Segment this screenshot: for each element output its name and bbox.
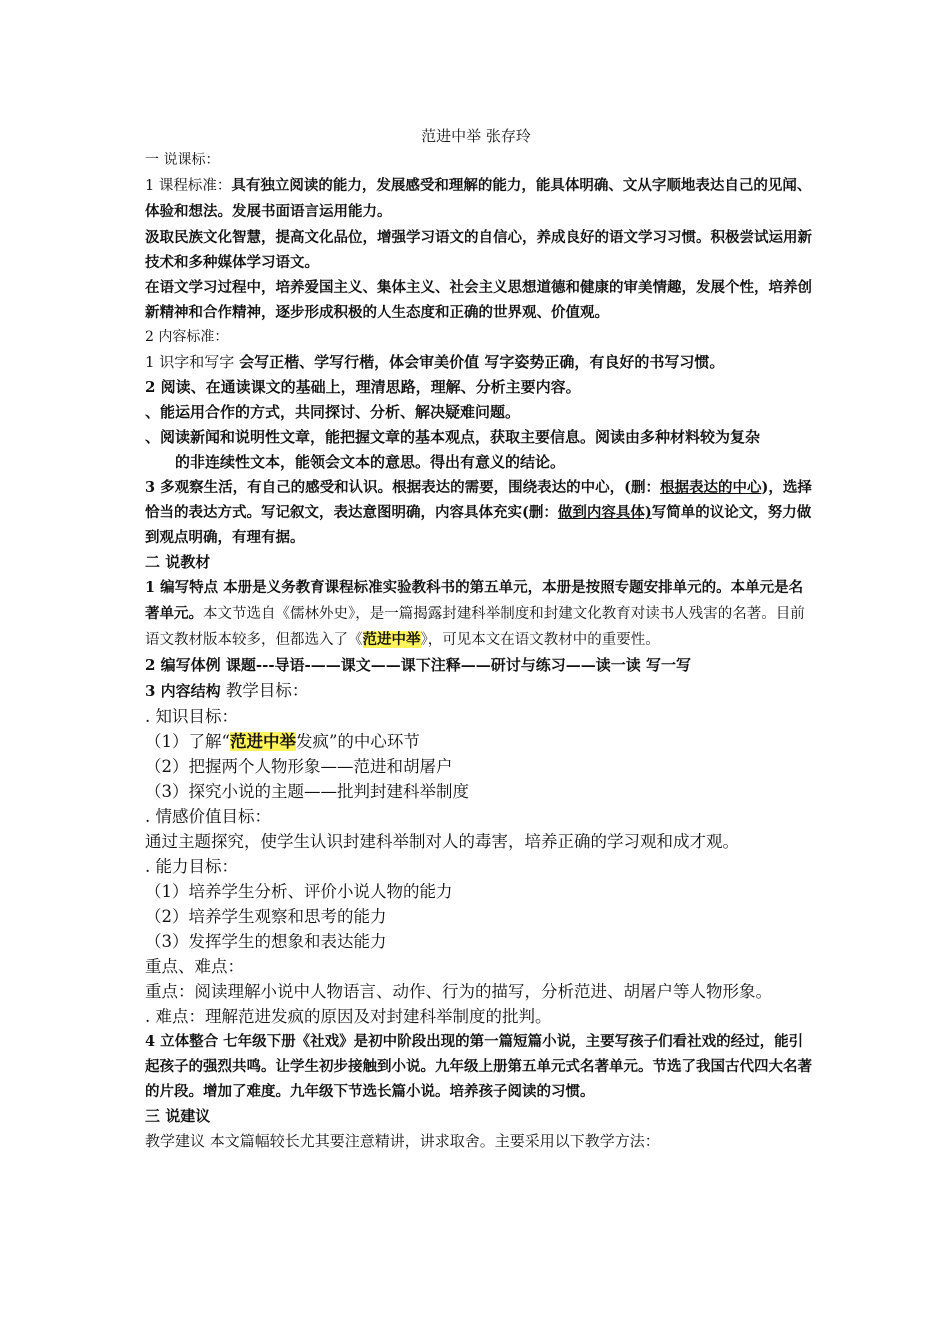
text-deleted-2: 做到内容具体) bbox=[557, 504, 652, 521]
goal-knowledge-3: （3）探究小说的主题——批判封建科举制度 bbox=[145, 782, 469, 801]
line-difficulty: . 难点：理解范进发疯的原因及对封建科举制度的批判。 bbox=[145, 1007, 552, 1026]
text-curriculum-standard: 具有独立阅读的能力，发展感受和理解的能力，能具体明确、文从字顺地表达自己的见闻、体验和想法。发展书面语言运用能力。 bbox=[145, 177, 812, 220]
paragraph-observation bbox=[145, 475, 813, 550]
goal-text-1a: （1）了解“ bbox=[145, 732, 230, 751]
goal-ability-2: （2）培养学生观察和思考的能力 bbox=[145, 907, 387, 926]
section-heading-textbook: 二 说教材 bbox=[145, 553, 211, 571]
highlight-title-2: 范进中举 bbox=[229, 732, 296, 751]
label-writing: 1 识字和写字 bbox=[145, 353, 240, 371]
text-features-bold: 1 编写特点 本册是义务教育课程标准实验教科书的第五单元，本册是按照专题安排单元的。本单元是名著单元。 bbox=[145, 579, 804, 622]
label-content-standard: 2 内容标准： bbox=[145, 329, 229, 345]
section-heading-suggestions: 三 说建议 bbox=[145, 1107, 211, 1125]
paragraph-values: 在语文学习过程中，培养爱国主义、集体主义、社会主义思想道德和健康的审美情趣，发展个性，培养创新精神和合作精神，逐步形成积极的人生态度和正确的世界观、价值观。 bbox=[145, 279, 812, 321]
line-news-reading: 、阅读新闻和说明性文章，能把握文章的基本观点，获取主要信息。阅读由多种材料较为复杂 bbox=[145, 428, 761, 446]
text-deleted-1: 根据表达的中心 bbox=[660, 479, 762, 496]
label-emotion-goals: . 情感价值目标： bbox=[145, 807, 271, 826]
line-writing bbox=[145, 350, 813, 375]
goal-ability-1: （1）培养学生分析、评价小说人物的能力 bbox=[145, 882, 453, 901]
goal-ability-3: （3）发挥学生的想象和表达能力 bbox=[145, 932, 387, 951]
document-body bbox=[145, 124, 813, 1154]
text-features-end: 》，可见本文在语文教材中的重要性。 bbox=[420, 632, 660, 648]
label-curriculum-standard: 1 课程标准： bbox=[145, 178, 232, 194]
label-ability-goals: . 能力目标： bbox=[145, 857, 238, 876]
label-teaching-goals: 教学目标： bbox=[225, 681, 309, 700]
line-structure-format: 2 编写体例 课题---导语-——课文——课下注释——研讨与练习——读一读 写一写 bbox=[145, 656, 692, 674]
text-writing: 会写正楷、学写行楷，体会审美价值 写字姿势正确，有良好的书写习惯。 bbox=[239, 353, 725, 371]
line-reading: 2 阅读、在通读课文的基础上，理清思路，理解、分析主要内容。 bbox=[145, 378, 581, 396]
paragraph-culture: 汲取民族文化智慧，提高文化品位，增强学习语文的自信心，养成良好的语文学习习惯。积极尝试运用新技术和多种媒体学习语文。 bbox=[145, 229, 812, 271]
line-news-reading-cont: 的非连续性文本，能领会文本的意思。得出有意义的结论。 bbox=[175, 453, 566, 471]
paragraph-integration: 4 立体整合 七年级下册《社戏》是初中阶段出现的第一篇短篇小说，主要写孩子们看社戏的经过，能引起孩子的强烈共鸣。让学生初步接触到小说。九年级上册第五单元式名著单元。节选了我国古代四大名著的片段。增加了难度。九年级下节选长篇小说。培养孩子阅读的习惯。 bbox=[145, 1033, 812, 1100]
text-observation-3: 写简单的议论文，努力做到观点明确，有理有据。 bbox=[145, 504, 812, 546]
paragraph-key-points: 重点：阅读理解小说中人物语言、动作、行为的描写，分析范进、胡屠户等人物形象。 bbox=[145, 982, 772, 1001]
goal-knowledge-2: （2）把握两个人物形象——范进和胡屠户 bbox=[145, 757, 453, 776]
document-title: 范进中举 张存玲 bbox=[421, 127, 531, 145]
line-teaching-suggestion: 教学建议 本文篇幅较长尤其要注意精讲，讲求取舍。主要采用以下教学方法： bbox=[145, 1132, 660, 1150]
label-knowledge-goals: . 知识目标： bbox=[145, 707, 238, 726]
paragraph-curriculum-standard bbox=[145, 173, 813, 225]
paragraph-emotion-goals: 通过主题探究，使学生认识封建科举制对人的毒害，培养正确的学习观和成才观。 bbox=[145, 832, 739, 851]
paragraph-features bbox=[145, 575, 813, 653]
highlight-title-1: 范进中举 bbox=[362, 631, 421, 648]
text-observation-1: 3 多观察生活，有自己的感受和认识。根据表达的需要，围绕表达的中心，(删： bbox=[145, 479, 660, 496]
section-heading-curriculum: 一 说课标： bbox=[145, 152, 220, 168]
label-content-structure: 3 内容结构 bbox=[145, 682, 226, 700]
line-content-structure bbox=[145, 678, 813, 704]
text-observation-2: )，选择恰当的表达方式。写记叙文，表达意图明确，内容具体充实(删： bbox=[145, 479, 812, 521]
label-key-points: 重点、难点： bbox=[145, 957, 244, 976]
goal-text-1b: 发疯”的中心环节 bbox=[295, 732, 420, 751]
goal-knowledge-1 bbox=[145, 729, 813, 754]
text-features: 本文节选自《儒林外史》，是一篇揭露封建科举制度和封建文化教育对读书人残害的名著。目前语文教材版本较多，但都选入了《 bbox=[145, 606, 805, 648]
line-cooperation: 、能运用合作的方式，共同探讨、分析、解决疑难问题。 bbox=[145, 403, 521, 421]
